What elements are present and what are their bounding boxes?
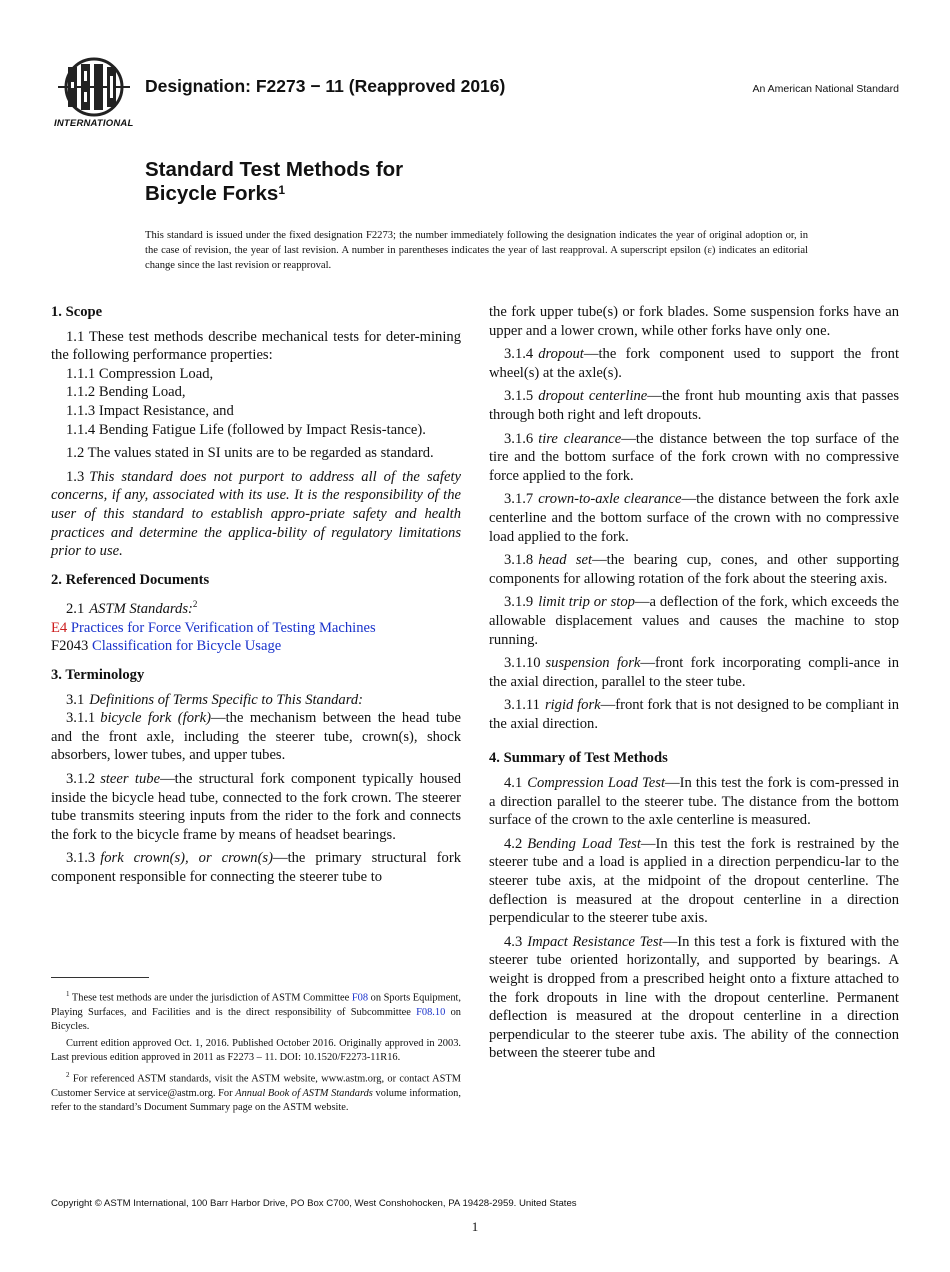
term-number: 3.1.5 [504,388,534,405]
section-summary-heading: 4. Summary of Test Methods [489,750,668,767]
footnote-2-mark[interactable]: 2 [192,599,198,610]
list-item-1-1-4: 1.1.4 Bending Fatigue Life (followed by Impact Resis-tance). [66,421,426,438]
para-1-2: 1.2 The values stated in SI units are to be regarded as standard. [66,445,434,462]
summary-4-3 [489,933,899,1063]
section-terminology-heading: 3. Terminology [51,666,145,683]
summary-text: —In this test a fork is fixtured with the steerer tube oriented horizontally, and supported by bearings. A weight is dropped from a prescribed height onto a fixture attached to the fork dropouts in line with the dropout centerline. Permanent deflection is measured at the dropout centerline in a direction perpendicular to the steerer tube axis. The ability of the connection between the steerer tube and [489,933,899,1062]
para-1-3 [51,468,461,561]
term-definition: —the mechanism between the head tube and the front axle, including the steerer tube, crown(s), shock absorbers, lower tubes, and upper tubes. [51,710,461,764]
para-2-1 [51,595,461,618]
term-number: 3.1.6 [504,430,534,447]
term-name: bicycle fork (fork) [100,710,212,727]
para-3-1-text: Definitions of Terms Specific to This Standard: [89,691,364,708]
national-standard-label: An American National Standard [752,83,899,95]
section-scope-heading: 1. Scope [51,304,103,320]
reference-f2043 [51,637,461,656]
title-footnote-mark[interactable]: 1 [278,183,286,197]
para-2-1-text: ASTM Standards: [89,601,193,618]
term-3-1-6 [489,430,899,486]
term-3-1-10 [489,654,899,691]
summary-term: Compression Load Test [527,775,665,792]
term-number: 3.1.10 [504,655,541,672]
term-number: 3.1.1 [66,710,96,727]
summary-number: 4.1 [504,775,523,792]
term-name: fork crown(s), or crown(s) [100,850,273,867]
reference-e4-code[interactable]: E4 [51,619,68,636]
title-line-1: Standard Test Methods for [145,158,404,181]
para-2-1-number: 2.1 [66,601,85,618]
term-name: dropout [538,346,584,363]
page-number: 1 [471,1219,479,1234]
reference-f2043-code: F2043 [51,638,89,655]
list-item-1-1-1: 1.1.1 Compression Load, [66,365,214,382]
term-definition: —a deflection of the fork, which exceeds the allowable displacement values and causes the machine to stop running. [489,594,899,648]
term-number: 3.1.8 [504,552,534,569]
term-name: suspension fork [545,655,641,672]
list-item-1-1-3: 1.1.3 Impact Resistance, and [66,402,234,419]
term-3-1-9 [489,593,899,649]
term-definition: —front fork that is not designed to be compliant in the axial direction. [489,697,899,732]
footnote-1-text-b: on Sports Equipment, Playing Surfaces, and Facilities and is the direct responsibility of Subcommittee [51,992,461,1018]
term-name: rigid fork [544,697,601,714]
copyright-notice: Copyright © ASTM International, 100 Barr Harbor Drive, PO Box C700, West Conshohocken, PA 19428-2959. United States [51,1198,577,1209]
term-name: tire clearance [538,430,622,447]
para-3-1-number: 3.1 [66,691,85,708]
term-number: 3.1.3 [66,850,96,867]
reference-f2043-link[interactable]: Classification for Bicycle Usage [91,638,282,655]
term-3-1-3-continued: the fork upper tube(s) or fork blades. Some suspension forks have an upper and a lower crown, while other forks have only one. [489,304,899,339]
intro-notice: This standard is issued under the fixed designation F2273; the number immediately following the designation indicates the year of original adoption or, in the case of revision, the year of last revision. A number in parentheses indicates the year of last reapproval. A superscript epsilon (ε) indicates an editorial change since the last revision or reapproval. [145,230,808,271]
para-1-1: 1.1 These test methods describe mechanical tests for deter-mining the following performance properties: [51,328,461,364]
footnote-2-italic: Annual Book of ASTM Standards [235,1087,373,1099]
term-3-1-5 [489,387,899,424]
footnote-2 [51,1068,461,1116]
term-definition: —the bearing cup, cones, and other supporting components for allowing rotation of the fork about the steering axis. [489,552,900,587]
term-name: crown-to-axle clearance [538,491,682,508]
term-definition: —the front hub mounting axis that passes through both right and left dropouts. [489,388,899,423]
footnote-1-edition: Current edition approved Oct. 1, 2016. Published October 2016. Originally approved in 2003. Last previous edition approved in 2011 as F2273 – 11. DOI: 10.1520/F2273-11R16. [51,1037,461,1064]
term-definition: —the distance between the top surface of the tire and the bottom surface of the fork crown with no compressive force applied to the fork. [489,430,899,484]
term-3-1-7 [489,490,899,546]
reference-e4-link[interactable]: Practices for Force Verification of Testing Machines [70,619,376,636]
term-name: limit trip or stop [538,594,635,611]
term-number: 3.1.9 [504,594,534,611]
term-definition: —the structural fork component typically housed inside the bicycle head tube, connected to the fork crown. The steerer tube transmits steering inputs from the rider to the fork and connects the fork to the bicycle frame by means of headset bearings. [51,770,461,843]
summary-term: Impact Resistance Test [527,933,663,950]
summary-4-2 [489,835,899,928]
footnote-1-text-c: on Bicycles. [51,1006,461,1033]
para-3-1 [51,691,461,710]
summary-number: 4.3 [504,933,523,950]
summary-4-1 [489,774,899,830]
right-column [489,303,899,1068]
footnote-2-text-b: volume information, refer to the standard’s Document Summary page on the ASTM website. [51,1087,461,1114]
term-3-1-1 [51,709,461,765]
footnote-1-mark: 1 [66,990,70,998]
designation: Designation: F2273 − 11 (Reapproved 2016) [145,76,506,96]
title-line-2-text: Bicycle Forks [145,182,279,205]
term-name: head set [538,552,593,569]
footnote-2-text-a: For referenced ASTM standards, visit the ASTM website, www.astm.org, or contact ASTM Customer Service at service@astm.org. For [51,1073,461,1099]
footnotes [51,987,461,1118]
summary-text: —In this test the fork is restrained by the steerer tube and a load is applied in a direction perpendicu-lar to the steerer tube axis, at the midpoint of the dropout centerline. The deflection is measured at the dropout centerline in a direction perpendicular to the steerer tube axis. [489,835,899,927]
footnote-1-text-a: These test methods are under the jurisdiction of ASTM Committee [71,992,352,1004]
term-number: 3.1.11 [504,697,540,714]
term-number: 3.1.2 [66,770,96,787]
summary-text: —In this test the fork is com-pressed in a direction parallel to the steerer tube. The distance from the bottom surface of the crown to the axle centerline is measured. [489,775,899,829]
summary-number: 4.2 [504,835,523,852]
astm-logo [52,56,136,132]
footnote-divider [51,977,149,978]
term-definition: —the primary structural fork component responsible for connecting the steerer tube to [51,850,461,885]
term-number: 3.1.7 [504,491,534,508]
term-3-1-4 [489,345,899,382]
reference-e4 [51,619,461,638]
term-name: steer tube [100,770,161,787]
term-3-1-2 [51,770,461,844]
term-definition: —front fork incorporating compli-ance in the axial direction, parallel to the steer tube. [489,655,899,690]
term-3-1-8 [489,551,899,588]
page-title [145,158,403,206]
para-1-3-number: 1.3 [66,468,85,485]
committee-f08-link[interactable]: F08 [351,992,369,1004]
para-1-3-text: This standard does not purport to address all of the safety concerns, if any, associated with its use. It is the responsibility of the user of this standard to establish appro-priate safety and health practices and determine the applica-bility of regulatory limitations prior to use. [51,468,461,560]
footnote-2-mark-label: 2 [66,1070,70,1079]
title-line-2 [145,182,403,206]
left-column [51,303,461,891]
term-definition: —the distance between the fork axle centerline and the bottom surface of the crown with no compressive load applied to the fork. [489,491,899,545]
term-number: 3.1.4 [504,346,534,363]
logo-international-text: INTERNATIONAL [54,118,134,129]
term-name: dropout centerline [538,388,648,405]
section-references-heading: 2. Referenced Documents [51,571,210,588]
footnote-1 [51,987,461,1035]
summary-term: Bending Load Test [527,835,641,852]
term-definition: —the fork component used to support the front wheel(s) at the axle(s). [489,346,899,381]
term-3-1-3 [51,849,461,886]
term-3-1-11 [489,696,899,733]
list-item-1-1-2: 1.1.2 Bending Load, [66,384,186,401]
subcommittee-f08-10-link[interactable]: F08.10 [416,1006,446,1018]
